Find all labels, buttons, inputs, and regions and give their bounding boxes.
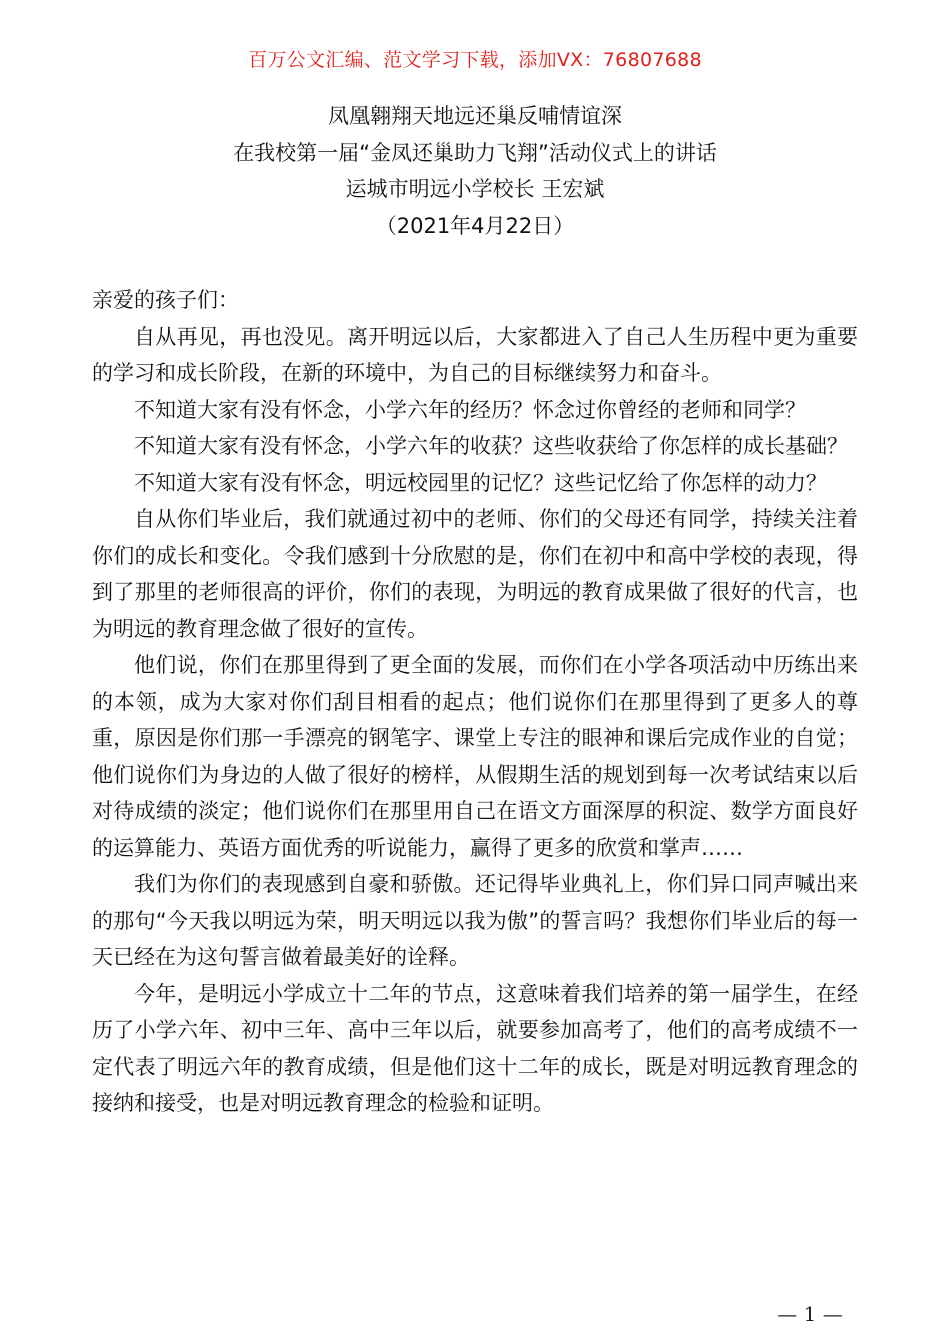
title-block <box>0 98 950 244</box>
paragraph: 他们说，你们在那里得到了更全面的发展，而你们在小学各项活动中历练出来的本领，成为大家对你们刮目相看的起点；他们说你们在那里得到了更多人的尊重，原因是你们那一手漂亮的钢笔字、课堂上专注的眼神和课后完成作业的自觉；他们说你们为身边的人做了很好的榜样，从假期生活的规划到每一次考试结束以后对待成绩的淡定；他们说你们在那里用自己在语文方面深厚的积淀、数学方面良好的运算能力、英语方面优秀的听说能力，赢得了更多的欣赏和掌声…… <box>92 653 858 860</box>
page-number: — 1 — <box>777 1302 843 1326</box>
salutation: 亲爱的孩子们： <box>92 288 239 312</box>
header-banner: 百万公文汇编、范文学习下载，添加VX：76807688 <box>248 49 702 71</box>
paragraph: 不知道大家有没有怀念，小学六年的收获？这些收获给了你怎样的成长基础？ <box>134 434 848 458</box>
speech-subtitle: 在我校第一届“金凤还巢助力飞翔”活动仪式上的讲话 <box>233 140 717 165</box>
speech-title: 凤凰翱翔天地远还巢反哺情谊深 <box>328 104 622 128</box>
paragraph: 自从再见，再也没见。离开明远以后，大家都进入了自己人生历程中更为重要的学习和成长阶段，在新的环境中，为自己的目标继续努力和奋斗。 <box>92 324 858 385</box>
paragraph: 今年，是明远小学成立十二年的节点，这意味着我们培养的第一届学生，在经历了小学六年、初中三年、高中三年以后，就要参加高考了，他们的高考成绩不一定代表了明远六年的教育成绩，但是他们这十二年的成长，既是对明远教育理念的接纳和接受，也是对明远教育理念的检验和证明。 <box>92 981 858 1115</box>
paragraph: 我们为你们的表现感到自豪和骄傲。还记得毕业典礼上，你们异口同声喊出来的那句“今天我以明远为荣，明天明远以我为傲”的誓言吗？我想你们毕业后的每一天已经在为这句誓言做着最美好的诠释。 <box>92 872 858 969</box>
speech-body <box>92 282 858 1122</box>
speech-date: （2021年4月22日） <box>375 213 575 238</box>
speaker-line: 运城市明远小学校长 王宏斌 <box>345 177 605 201</box>
paragraph: 不知道大家有没有怀念，明远校园里的记忆？这些记忆给了你怎样的动力？ <box>134 470 827 495</box>
paragraph: 自从你们毕业后，我们就通过初中的老师、你们的父母还有同学，持续关注着你们的成长和变化。令我们感到十分欣慰的是，你们在初中和高中学校的表现，得到了那里的老师很高的评价，你们的表现，为明远的教育成果做了很好的代言，也为明远的教育理念做了很好的宣传。 <box>92 507 858 641</box>
paragraph: 不知道大家有没有怀念，小学六年的经历？怀念过你曾经的老师和同学？ <box>134 397 806 422</box>
